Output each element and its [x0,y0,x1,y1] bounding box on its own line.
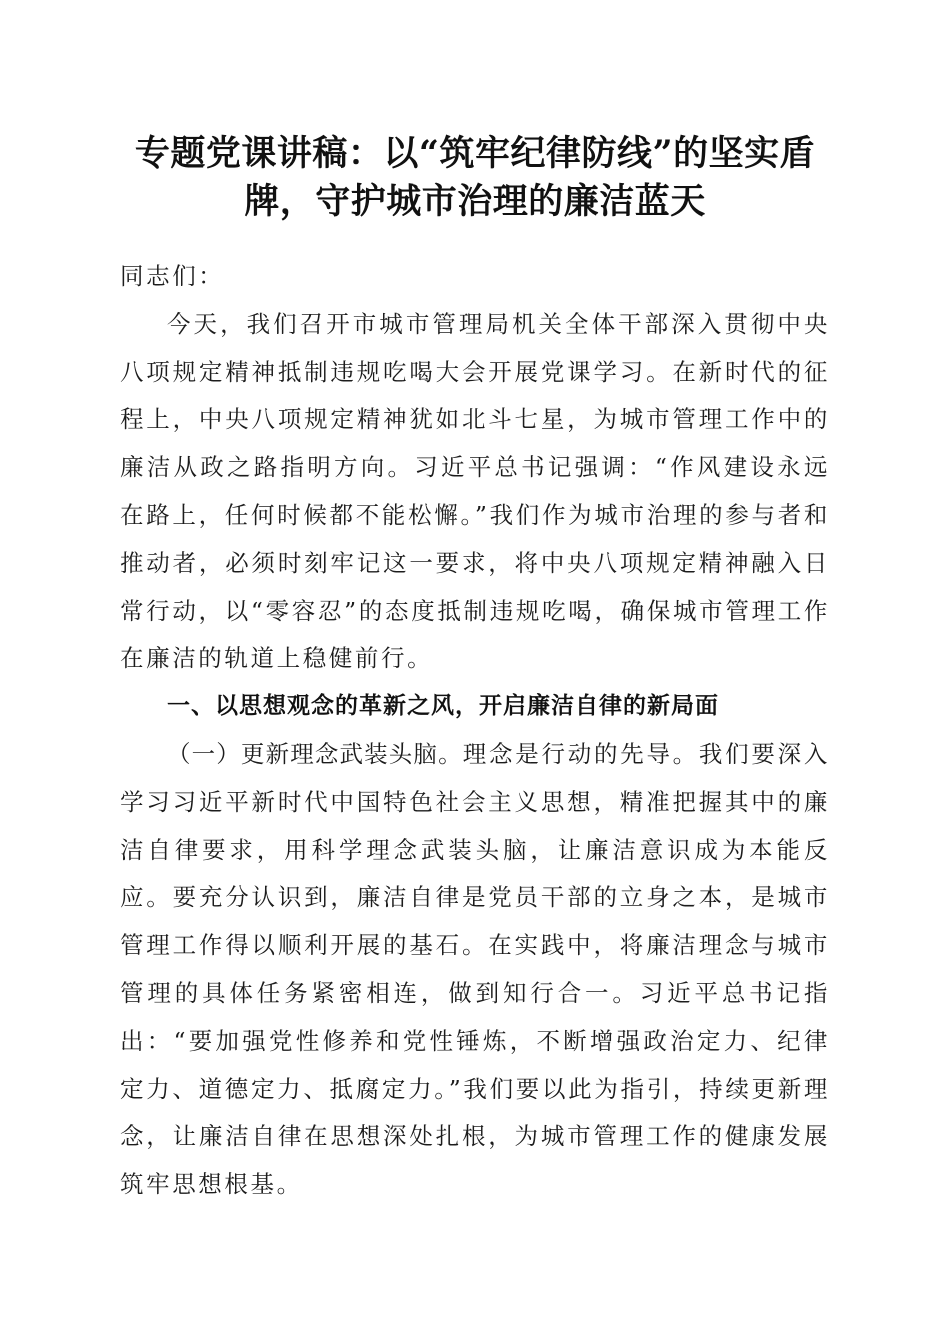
title-line-2: 牌，守护城市治理的廉洁蓝天 [244,181,706,222]
document-title [100,130,850,226]
salutation: 同志们： [120,262,225,290]
document-body [120,253,830,1209]
subsection-1-text: 理念是行动的先导。我们要深入学习习近平新时代中国特色社会主义思想，精准把握其中的廉洁自律要求，用科学理念武装头脑，让廉洁意识成为本能反应。要充分认识到，廉洁自律是党员干部的立身之本，是城市管理工作得以顺利开展的基石。在实践中，将廉洁理念与城市管理的具体任务紧密相连，做到知行合一。习近平总书记指出：“要加强党性修养和党性锤炼，不断增强政治定力、纪律定力、道德定力、抵腐定力。”我们要以此为指引，持续更新理念，让廉洁自律在思想深处扎根，为城市管理工作的健康发展筑牢思想根基。 [120,739,831,1199]
title-line-1: 专题党课讲稿：以“筑牢纪律防线”的坚实盾 [134,133,816,174]
section-1-heading: 一、以思想观念的革新之风，开启廉洁自律的新局面 [167,693,719,720]
intro-paragraph: 今天，我们召开市城市管理局机关全体干部深入贯彻中央八项规定精神抵制违规吃喝大会开展党课学习。在新时代的征程上，中央八项规定精神犹如北斗七星，为城市管理工作中的廉洁从政之路指明方向。习近平总书记强调：“作风建设永远在路上，任何时候都不能松懈。”我们作为城市治理的参与者和推动者，必须时刻牢记这一要求，将中央八项规定精神融入日常行动，以“零容忍”的态度抵制违规吃喝，确保城市管理工作在廉洁的轨道上稳健前行。 [120,309,830,673]
subsection-1-paragraph [120,731,830,1209]
subsection-1-lead: （一）更新理念武装头脑。 [167,739,463,768]
